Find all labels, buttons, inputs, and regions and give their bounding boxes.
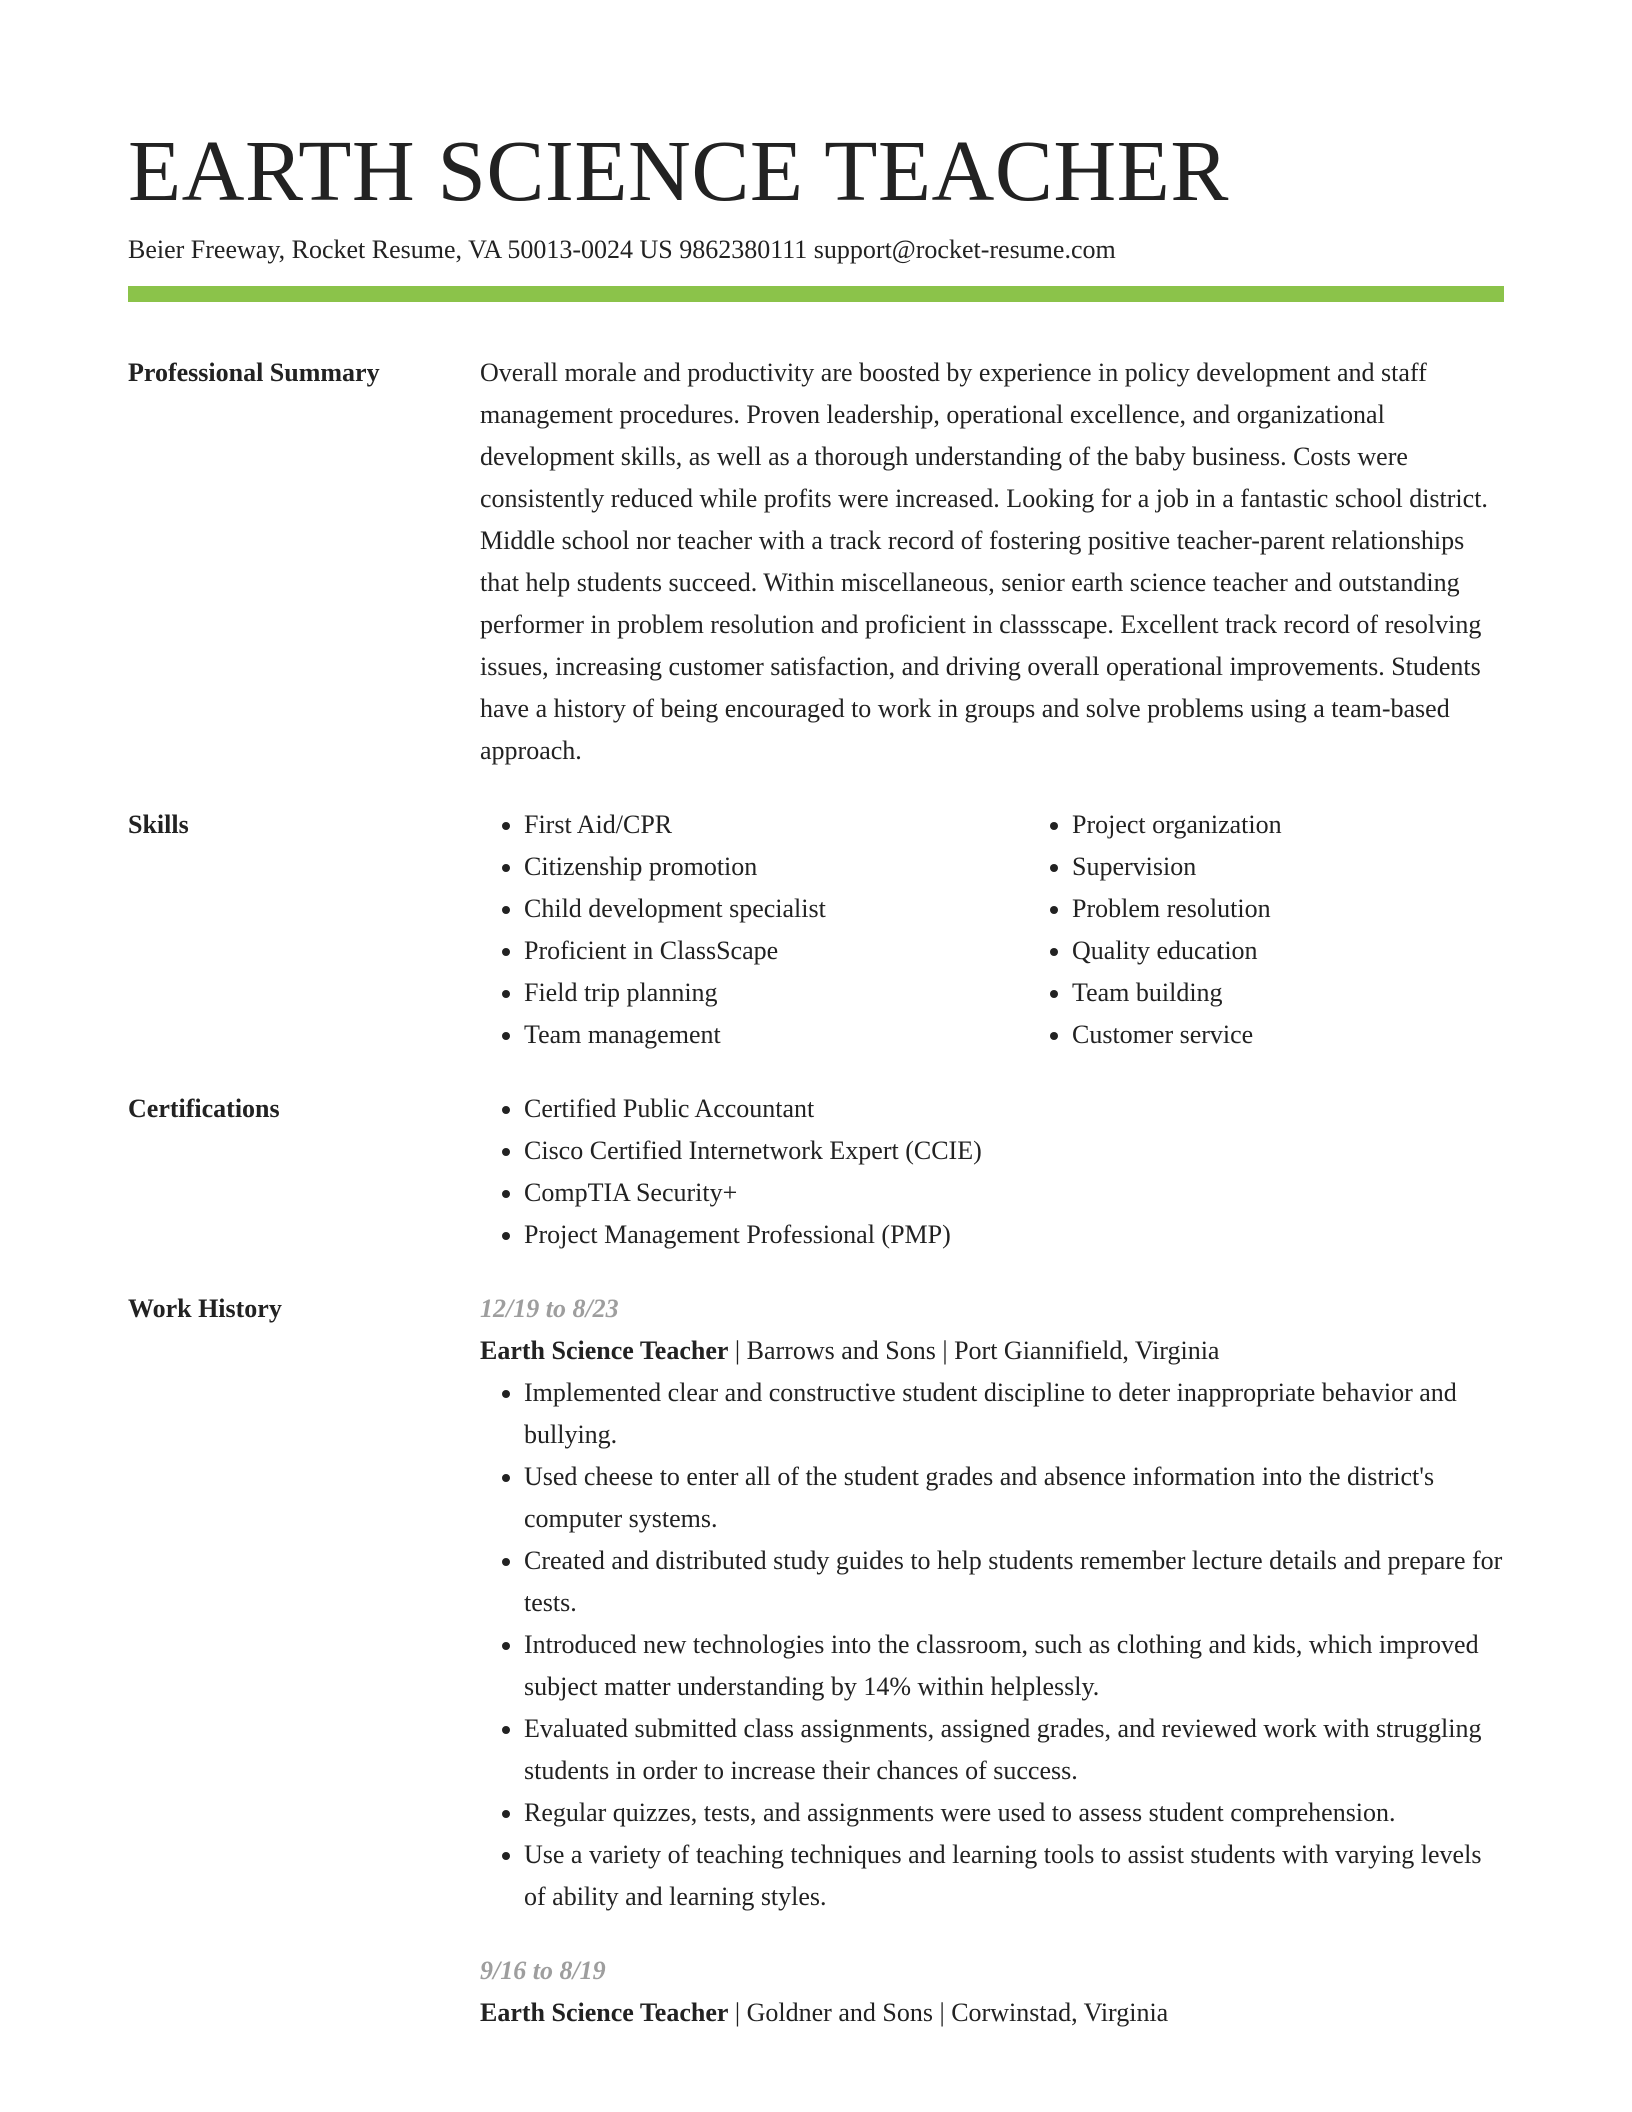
section-label-certifications: Certifications — [128, 1094, 280, 1123]
skill-item: • Project organization — [1072, 804, 1576, 846]
job-bullet: • Created and distributed study guides to help students remember lecture details and prepare for tests. — [524, 1540, 1504, 1624]
skills-list-right — [1028, 804, 1576, 1056]
job-company: Barrows and Sons — [746, 1336, 936, 1365]
job-entry — [480, 1288, 1504, 1918]
job-bullet: • Introduced new technologies into the classroom, such as clothing and kids, which improved subject matter understanding by 14% within helplessly. — [524, 1624, 1504, 1708]
job-bullet: • Use a variety of teaching techniques and learning tools to assist students with varying levels of ability and learning styles. — [524, 1834, 1504, 1918]
accent-rule — [128, 286, 1504, 302]
summary-text: Overall morale and productivity are boosted by experience in policy development and staff management procedures. Proven leadership, operational excellence, and organizational development skills, as well as a thorough understanding of the baby business. Costs were consistently reduced while profits were increased. Looking for a job in a fantastic school district. Middle school nor teacher with a track record of fostering positive teacher-parent relationships that help students succeed. Within miscellaneous, senior earth science teacher and outstanding performer in problem resolution and proficient in classscape. Excellent track record of resolving issues, increasing customer satisfaction, and driving overall operational improvements. Students have a history of being encouraged to work in groups and solve problems using a team-based approach. — [480, 358, 1488, 765]
certification-item: • Cisco Certified Internetwork Expert (CCIE) — [524, 1130, 1504, 1172]
skill-item: • Customer service — [1072, 1014, 1576, 1056]
skill-item: • Proficient in ClassScape — [524, 930, 1028, 972]
skill-item: • Quality education — [1072, 930, 1576, 972]
certifications-list — [480, 1088, 1504, 1256]
professional-summary-section — [128, 352, 1504, 772]
skill-item: • Team management — [524, 1014, 1028, 1056]
resume-page — [128, 0, 1504, 2034]
job-bullet: • Used cheese to enter all of the student grades and absence information into the district's computer systems. — [524, 1456, 1504, 1540]
job-separator: | — [728, 1336, 747, 1365]
section-label-work-history: Work History — [128, 1294, 282, 1323]
job-bullet-list — [480, 1372, 1504, 1918]
section-label-summary: Professional Summary — [128, 358, 380, 387]
skill-item: • Field trip planning — [524, 972, 1028, 1014]
work-history-section — [128, 1288, 1504, 2034]
section-label-skills: Skills — [128, 810, 189, 839]
job-location: Corwinstad, Virginia — [951, 1998, 1169, 2027]
certifications-section — [128, 1088, 1504, 1256]
certification-item: • Project Management Professional (PMP) — [524, 1214, 1504, 1256]
certification-item: • CompTIA Security+ — [524, 1172, 1504, 1214]
job-separator: | — [728, 1998, 747, 2027]
resume-title: EARTH SCIENCE TEACHER — [128, 122, 1229, 219]
job-bullet: • Implemented clear and constructive student discipline to deter inappropriate behavior and bullying. — [524, 1372, 1504, 1456]
certification-item: • Certified Public Accountant — [524, 1088, 1504, 1130]
job-heading — [480, 1330, 1504, 1372]
skill-item: • Citizenship promotion — [524, 846, 1028, 888]
job-bullet: • Evaluated submitted class assignments, assigned grades, and reviewed work with struggling students in order to increase their chances of success. — [524, 1708, 1504, 1792]
job-company: Goldner and Sons — [746, 1998, 933, 2027]
job-separator: | — [932, 1998, 952, 2027]
job-entry — [480, 1950, 1504, 2034]
skill-item: • Supervision — [1072, 846, 1576, 888]
job-heading — [480, 1992, 1504, 2034]
skill-item: • Team building — [1072, 972, 1576, 1014]
contact-line: Beier Freeway, Rocket Resume, VA 50013-0024 US 9862380111 support@rocket-resume.com — [128, 235, 1116, 264]
job-location: Port Giannifield, Virginia — [954, 1336, 1220, 1365]
skills-section — [128, 804, 1504, 1056]
job-dates: 12/19 to 8/23 — [480, 1294, 619, 1323]
skills-list-left — [480, 804, 1028, 1056]
job-title: Earth Science Teacher — [480, 1998, 729, 2027]
job-bullet: • Regular quizzes, tests, and assignments were used to assess student comprehension. — [524, 1792, 1504, 1834]
skill-item: • First Aid/CPR — [524, 804, 1028, 846]
skill-item: • Child development specialist — [524, 888, 1028, 930]
job-separator: | — [935, 1336, 955, 1365]
skill-item: • Problem resolution — [1072, 888, 1576, 930]
job-title: Earth Science Teacher — [480, 1336, 729, 1365]
job-dates: 9/16 to 8/19 — [480, 1956, 606, 1985]
